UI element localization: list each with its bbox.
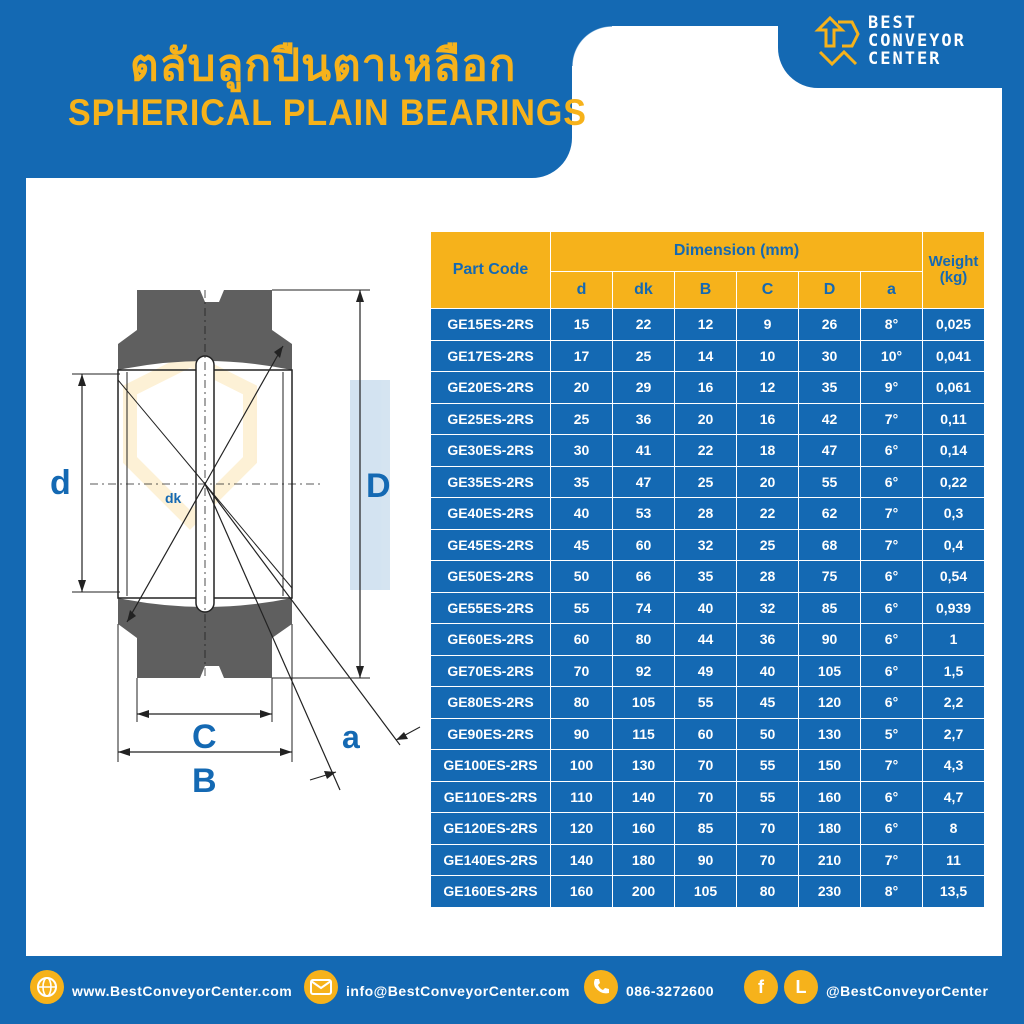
table-cell: 16: [675, 372, 737, 404]
table-cell: 160: [551, 876, 613, 908]
table-row: [431, 718, 985, 750]
table-cell: 7°: [861, 750, 923, 782]
table-cell: 6°: [861, 813, 923, 845]
table-cell: 16: [737, 403, 799, 435]
table-body: [431, 309, 985, 908]
table-cell: 110: [551, 781, 613, 813]
table-cell: 7°: [861, 529, 923, 561]
table-cell: 8°: [861, 876, 923, 908]
table-cell: 36: [737, 624, 799, 656]
mail-icon: [304, 970, 338, 1004]
table-cell: 210: [799, 844, 861, 876]
table-cell: 13,5: [923, 876, 985, 908]
table-cell: 90: [551, 718, 613, 750]
page-title-thai: ตลับลูกปืนตาเหลือก: [130, 40, 517, 91]
table-row: [431, 876, 985, 908]
table-cell: 14: [675, 340, 737, 372]
facebook-icon[interactable]: [744, 970, 778, 1004]
part-code-cell: GE20ES-2RS: [431, 372, 551, 404]
header-col-C: C: [737, 271, 799, 309]
table-cell: 160: [799, 781, 861, 813]
table-cell: 68: [799, 529, 861, 561]
table-cell: 12: [675, 309, 737, 341]
table-row: [431, 529, 985, 561]
table-cell: 20: [737, 466, 799, 498]
table-cell: 140: [613, 781, 675, 813]
table-cell: 160: [613, 813, 675, 845]
table-cell: 10: [737, 340, 799, 372]
table-cell: 180: [613, 844, 675, 876]
table-cell: 6°: [861, 466, 923, 498]
facebook-letter: f: [758, 976, 764, 997]
table-cell: 28: [675, 498, 737, 530]
table-cell: 100: [551, 750, 613, 782]
table-cell: 74: [613, 592, 675, 624]
spec-table: [430, 231, 985, 908]
table-cell: 32: [675, 529, 737, 561]
table-cell: 49: [675, 655, 737, 687]
table-cell: 70: [551, 655, 613, 687]
table-cell: 30: [799, 340, 861, 372]
table-cell: 28: [737, 561, 799, 593]
table-cell: 1,5: [923, 655, 985, 687]
table-cell: 80: [737, 876, 799, 908]
table-row: [431, 435, 985, 467]
table-row: [431, 592, 985, 624]
table-cell: 6°: [861, 561, 923, 593]
table-cell: 140: [551, 844, 613, 876]
table-cell: 2,7: [923, 718, 985, 750]
part-code-cell: GE160ES-2RS: [431, 876, 551, 908]
table-row: [431, 781, 985, 813]
part-code-cell: GE140ES-2RS: [431, 844, 551, 876]
bearing-diagram: [40, 270, 430, 810]
table-cell: 50: [551, 561, 613, 593]
table-cell: 105: [675, 876, 737, 908]
social-handle-link[interactable]: @BestConveyorCenter: [826, 983, 989, 999]
table-cell: 6°: [861, 624, 923, 656]
table-cell: 44: [675, 624, 737, 656]
table-cell: 60: [551, 624, 613, 656]
table-row: [431, 624, 985, 656]
table-cell: 35: [551, 466, 613, 498]
header-weight: Weight (kg): [923, 232, 985, 309]
table-cell: 85: [799, 592, 861, 624]
table-cell: 7°: [861, 403, 923, 435]
part-code-cell: GE45ES-2RS: [431, 529, 551, 561]
table-cell: 6°: [861, 592, 923, 624]
table-cell: 75: [799, 561, 861, 593]
logo-line-2: CONVEYOR: [868, 31, 966, 51]
table-cell: 0,14: [923, 435, 985, 467]
table-cell: 53: [613, 498, 675, 530]
line-icon[interactable]: [784, 970, 818, 1004]
table-cell: 40: [737, 655, 799, 687]
table-cell: 26: [799, 309, 861, 341]
part-code-cell: GE35ES-2RS: [431, 466, 551, 498]
table-cell: 30: [551, 435, 613, 467]
table-cell: 150: [799, 750, 861, 782]
table-cell: 41: [613, 435, 675, 467]
table-cell: 4,7: [923, 781, 985, 813]
email-link[interactable]: info@BestConveyorCenter.com: [346, 983, 570, 999]
table-cell: 90: [675, 844, 737, 876]
table-row: [431, 844, 985, 876]
part-code-cell: GE90ES-2RS: [431, 718, 551, 750]
table-cell: 40: [675, 592, 737, 624]
table-cell: 80: [551, 687, 613, 719]
table-cell: 29: [613, 372, 675, 404]
table-cell: 9°: [861, 372, 923, 404]
part-code-cell: GE50ES-2RS: [431, 561, 551, 593]
table-cell: 50: [737, 718, 799, 750]
table-cell: 70: [737, 813, 799, 845]
table-cell: 7°: [861, 844, 923, 876]
header-col-D: D: [799, 271, 861, 309]
part-code-cell: GE80ES-2RS: [431, 687, 551, 719]
part-code-cell: GE100ES-2RS: [431, 750, 551, 782]
table-cell: 70: [675, 750, 737, 782]
part-code-cell: GE110ES-2RS: [431, 781, 551, 813]
table-cell: 80: [613, 624, 675, 656]
table-cell: 120: [799, 687, 861, 719]
table-cell: 62: [799, 498, 861, 530]
table-row: [431, 403, 985, 435]
table-row: [431, 813, 985, 845]
table-cell: 60: [613, 529, 675, 561]
table-cell: 92: [613, 655, 675, 687]
logo-line-1: BEST: [868, 13, 917, 33]
table-cell: 12: [737, 372, 799, 404]
table-cell: 180: [799, 813, 861, 845]
line-letter: L: [795, 976, 807, 997]
table-cell: 47: [799, 435, 861, 467]
page-title-english: SPHERICAL PLAIN BEARINGS: [68, 92, 587, 133]
header-col-d: d: [551, 271, 613, 309]
table-cell: 11: [923, 844, 985, 876]
header-col-dk: dk: [613, 271, 675, 309]
part-code-cell: GE60ES-2RS: [431, 624, 551, 656]
table-cell: 25: [737, 529, 799, 561]
table-cell: 0,54: [923, 561, 985, 593]
table-cell: 22: [675, 435, 737, 467]
table-cell: 0,11: [923, 403, 985, 435]
table-cell: 25: [551, 403, 613, 435]
label-width-C: C: [192, 718, 217, 756]
table-cell: 70: [737, 844, 799, 876]
website-link[interactable]: www.BestConveyorCenter.com: [72, 983, 293, 999]
label-bore-d: d: [50, 464, 71, 502]
header-col-B: B: [675, 271, 737, 309]
table-row: [431, 372, 985, 404]
table-header-row: [431, 232, 985, 272]
table-cell: 0,22: [923, 466, 985, 498]
table-cell: 36: [613, 403, 675, 435]
table-row: [431, 340, 985, 372]
header-col-a: a: [861, 271, 923, 309]
label-angle-a: a: [342, 719, 360, 755]
table-cell: 2,2: [923, 687, 985, 719]
table-cell: 6°: [861, 687, 923, 719]
table-cell: 0,025: [923, 309, 985, 341]
table-row: [431, 750, 985, 782]
globe-icon: [30, 970, 64, 1004]
phone-link[interactable]: 086-3272600: [626, 983, 715, 999]
table-cell: 17: [551, 340, 613, 372]
table-cell: 7°: [861, 498, 923, 530]
part-code-cell: GE30ES-2RS: [431, 435, 551, 467]
table-cell: 45: [551, 529, 613, 561]
logo-text: [868, 14, 966, 68]
table-cell: 40: [551, 498, 613, 530]
table-cell: 230: [799, 876, 861, 908]
table-cell: 25: [613, 340, 675, 372]
table-cell: 8°: [861, 309, 923, 341]
table-row: [431, 561, 985, 593]
table-cell: 130: [799, 718, 861, 750]
table-cell: 35: [675, 561, 737, 593]
table-cell: 66: [613, 561, 675, 593]
table-cell: 18: [737, 435, 799, 467]
table-cell: 130: [613, 750, 675, 782]
table-row: [431, 309, 985, 341]
table-cell: 55: [799, 466, 861, 498]
logo-line-3: CENTER: [868, 49, 942, 69]
header-part-code: Part Code: [431, 232, 551, 309]
table-cell: 35: [799, 372, 861, 404]
table-cell: 42: [799, 403, 861, 435]
part-code-cell: GE40ES-2RS: [431, 498, 551, 530]
table-cell: 20: [675, 403, 737, 435]
part-code-cell: GE25ES-2RS: [431, 403, 551, 435]
part-code-cell: GE55ES-2RS: [431, 592, 551, 624]
part-code-cell: GE70ES-2RS: [431, 655, 551, 687]
table-cell: 105: [799, 655, 861, 687]
table-cell: 22: [737, 498, 799, 530]
table-cell: 105: [613, 687, 675, 719]
table-cell: 4,3: [923, 750, 985, 782]
table-cell: 0,939: [923, 592, 985, 624]
phone-icon: [584, 970, 618, 1004]
table-cell: 0,3: [923, 498, 985, 530]
table-cell: 6°: [861, 655, 923, 687]
table-row: [431, 466, 985, 498]
table-cell: 55: [675, 687, 737, 719]
table-cell: 47: [613, 466, 675, 498]
table-cell: 25: [675, 466, 737, 498]
table-cell: 85: [675, 813, 737, 845]
table-cell: 15: [551, 309, 613, 341]
part-code-cell: GE17ES-2RS: [431, 340, 551, 372]
table-cell: 22: [613, 309, 675, 341]
table-cell: 120: [551, 813, 613, 845]
table-cell: 55: [737, 750, 799, 782]
table-cell: 70: [675, 781, 737, 813]
table-cell: 6°: [861, 781, 923, 813]
header-dimension: Dimension (mm): [551, 232, 923, 272]
table-row: [431, 498, 985, 530]
table-cell: 55: [737, 781, 799, 813]
table-cell: 0,4: [923, 529, 985, 561]
table-cell: 5°: [861, 718, 923, 750]
label-width-B: B: [192, 762, 217, 800]
table-cell: 6°: [861, 435, 923, 467]
table-cell: 10°: [861, 340, 923, 372]
table-cell: 90: [799, 624, 861, 656]
table-cell: 0,061: [923, 372, 985, 404]
table-cell: 1: [923, 624, 985, 656]
logo-mark-icon: [812, 12, 864, 70]
part-code-cell: GE15ES-2RS: [431, 309, 551, 341]
label-outer-D: D: [366, 467, 391, 505]
table-cell: 8: [923, 813, 985, 845]
label-ball-dk: dk: [165, 490, 182, 506]
table-cell: 9: [737, 309, 799, 341]
table-cell: 0,041: [923, 340, 985, 372]
table-cell: 55: [551, 592, 613, 624]
table-cell: 60: [675, 718, 737, 750]
table-row: [431, 687, 985, 719]
part-code-cell: GE120ES-2RS: [431, 813, 551, 845]
table-cell: 45: [737, 687, 799, 719]
watermark-logo: [130, 360, 390, 590]
table-cell: 115: [613, 718, 675, 750]
table-cell: 32: [737, 592, 799, 624]
table-row: [431, 655, 985, 687]
table-cell: 20: [551, 372, 613, 404]
table-cell: 200: [613, 876, 675, 908]
